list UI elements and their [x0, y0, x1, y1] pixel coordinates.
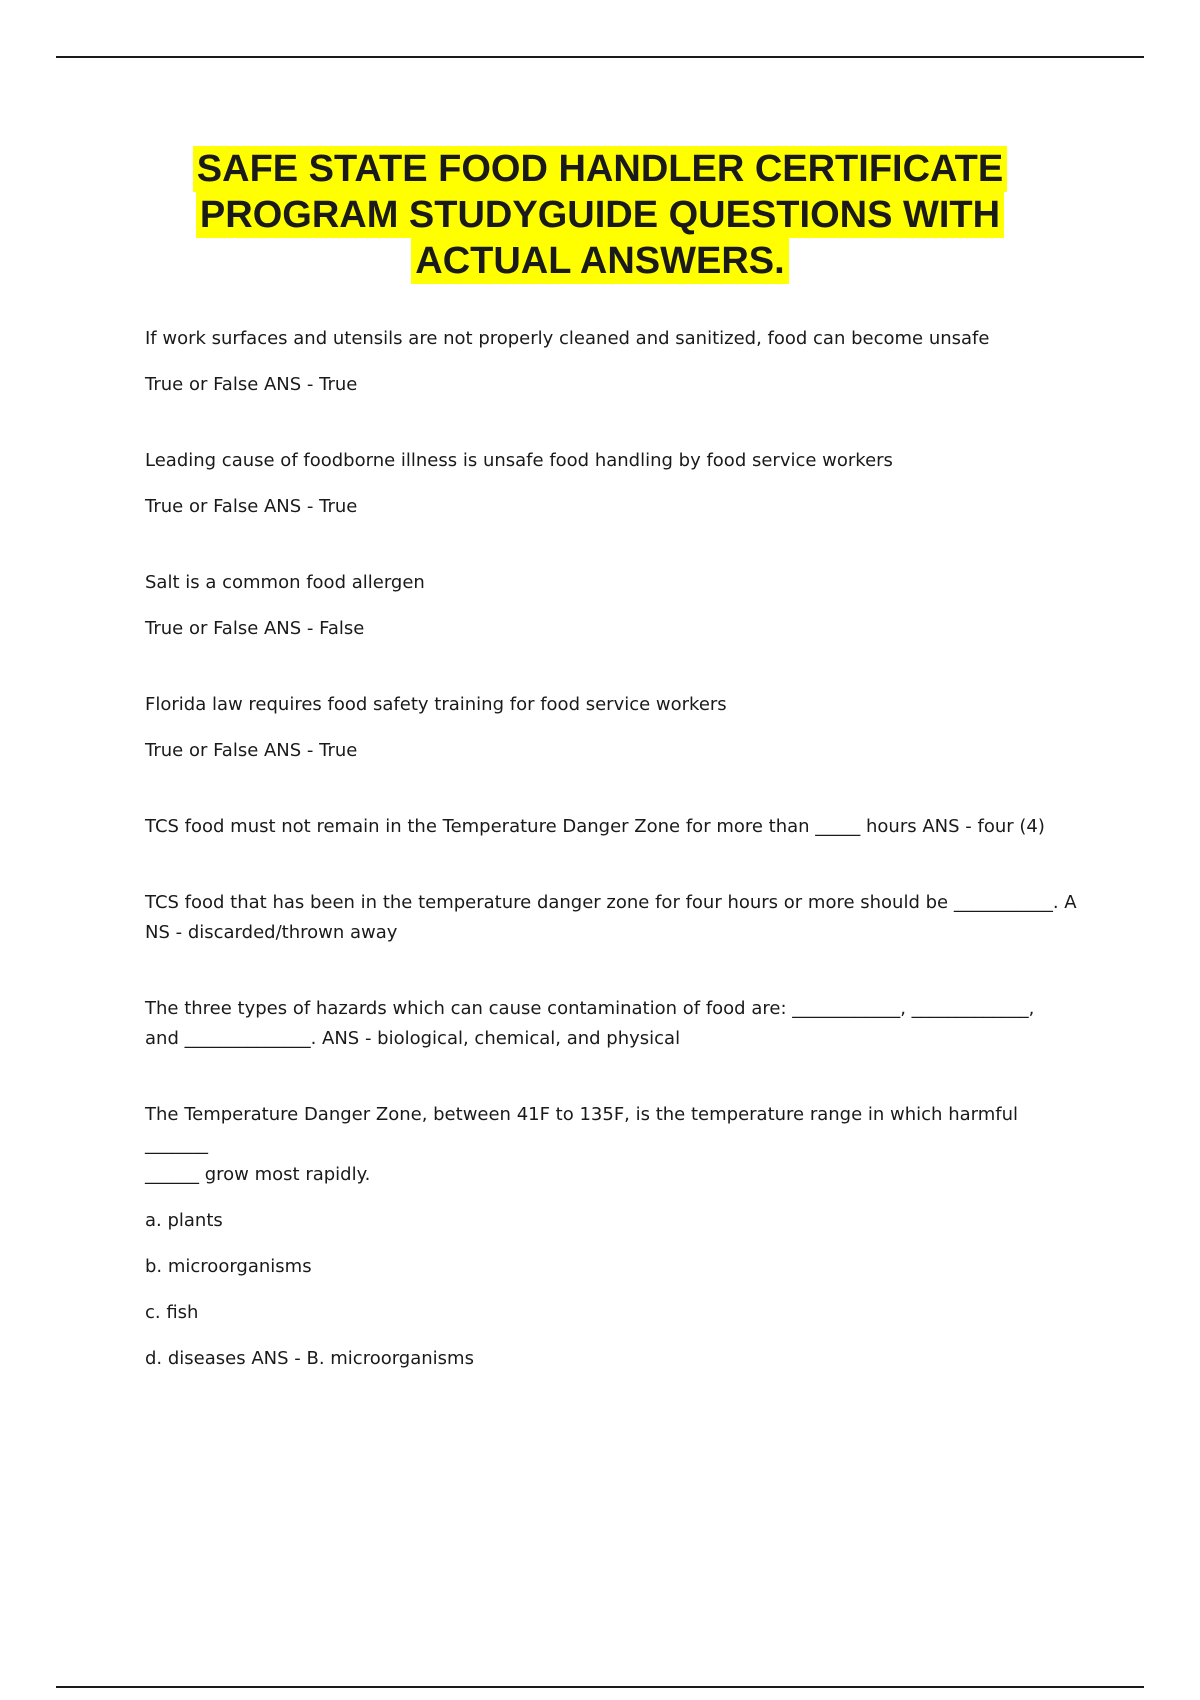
document-title	[0, 146, 1200, 284]
question-prompt: Salt is a common food allergen	[145, 572, 425, 593]
question-prompt: Florida law requires food safety training for food service workers	[145, 694, 727, 715]
question-6	[145, 888, 1085, 948]
question-prompt: If work surfaces and utensils are not properly cleaned and sanitized, food can become unsafe	[145, 328, 990, 349]
question-prompt: Leading cause of foodborne illness is unsafe food handling by food service workers	[145, 450, 893, 471]
option-c: c. fish	[145, 1302, 199, 1323]
question-5	[145, 812, 1085, 842]
question-2	[145, 446, 1085, 522]
title-line-3: ACTUAL ANSWERS.	[411, 238, 788, 284]
question-prompt-line-1: The Temperature Danger Zone, between 41F to 135F, is the temperature range in which harmful _______	[145, 1104, 1018, 1155]
question-answer: True or False ANS - True	[145, 374, 358, 395]
title-line-1: SAFE STATE FOOD HANDLER CERTIFICATE	[193, 146, 1007, 192]
question-3	[145, 568, 1085, 644]
question-answer: True or False ANS - True	[145, 496, 358, 517]
question-prompt-line-2: NS - discarded/thrown away	[145, 922, 398, 943]
question-prompt-line-2: ______ grow most rapidly.	[145, 1164, 371, 1185]
question-4	[145, 690, 1085, 766]
option-d: d. diseases ANS - B. microorganisms	[145, 1348, 474, 1369]
question-prompt-line-1: TCS food that has been in the temperature danger zone for four hours or more should be ___________. A	[145, 892, 1077, 913]
bottom-rule	[56, 1686, 1144, 1688]
question-7	[145, 994, 1085, 1054]
question-answer: True or False ANS - False	[145, 618, 365, 639]
question-list	[145, 324, 1085, 1374]
question-answer: True or False ANS - True	[145, 740, 358, 761]
title-line-2: PROGRAM STUDYGUIDE QUESTIONS WITH	[196, 192, 1004, 238]
question-1	[145, 324, 1085, 400]
option-a: a. plants	[145, 1210, 223, 1231]
question-prompt-line-2: and ______________. ANS - biological, chemical, and physical	[145, 1028, 681, 1049]
question-8	[145, 1100, 1085, 1374]
top-rule	[56, 56, 1144, 58]
question-prompt-line-1: The three types of hazards which can cause contamination of food are: ____________, _____________,	[145, 998, 1035, 1019]
question-prompt: TCS food must not remain in the Temperature Danger Zone for more than _____ hours ANS - four (4)	[145, 816, 1045, 837]
option-b: b. microorganisms	[145, 1256, 312, 1277]
